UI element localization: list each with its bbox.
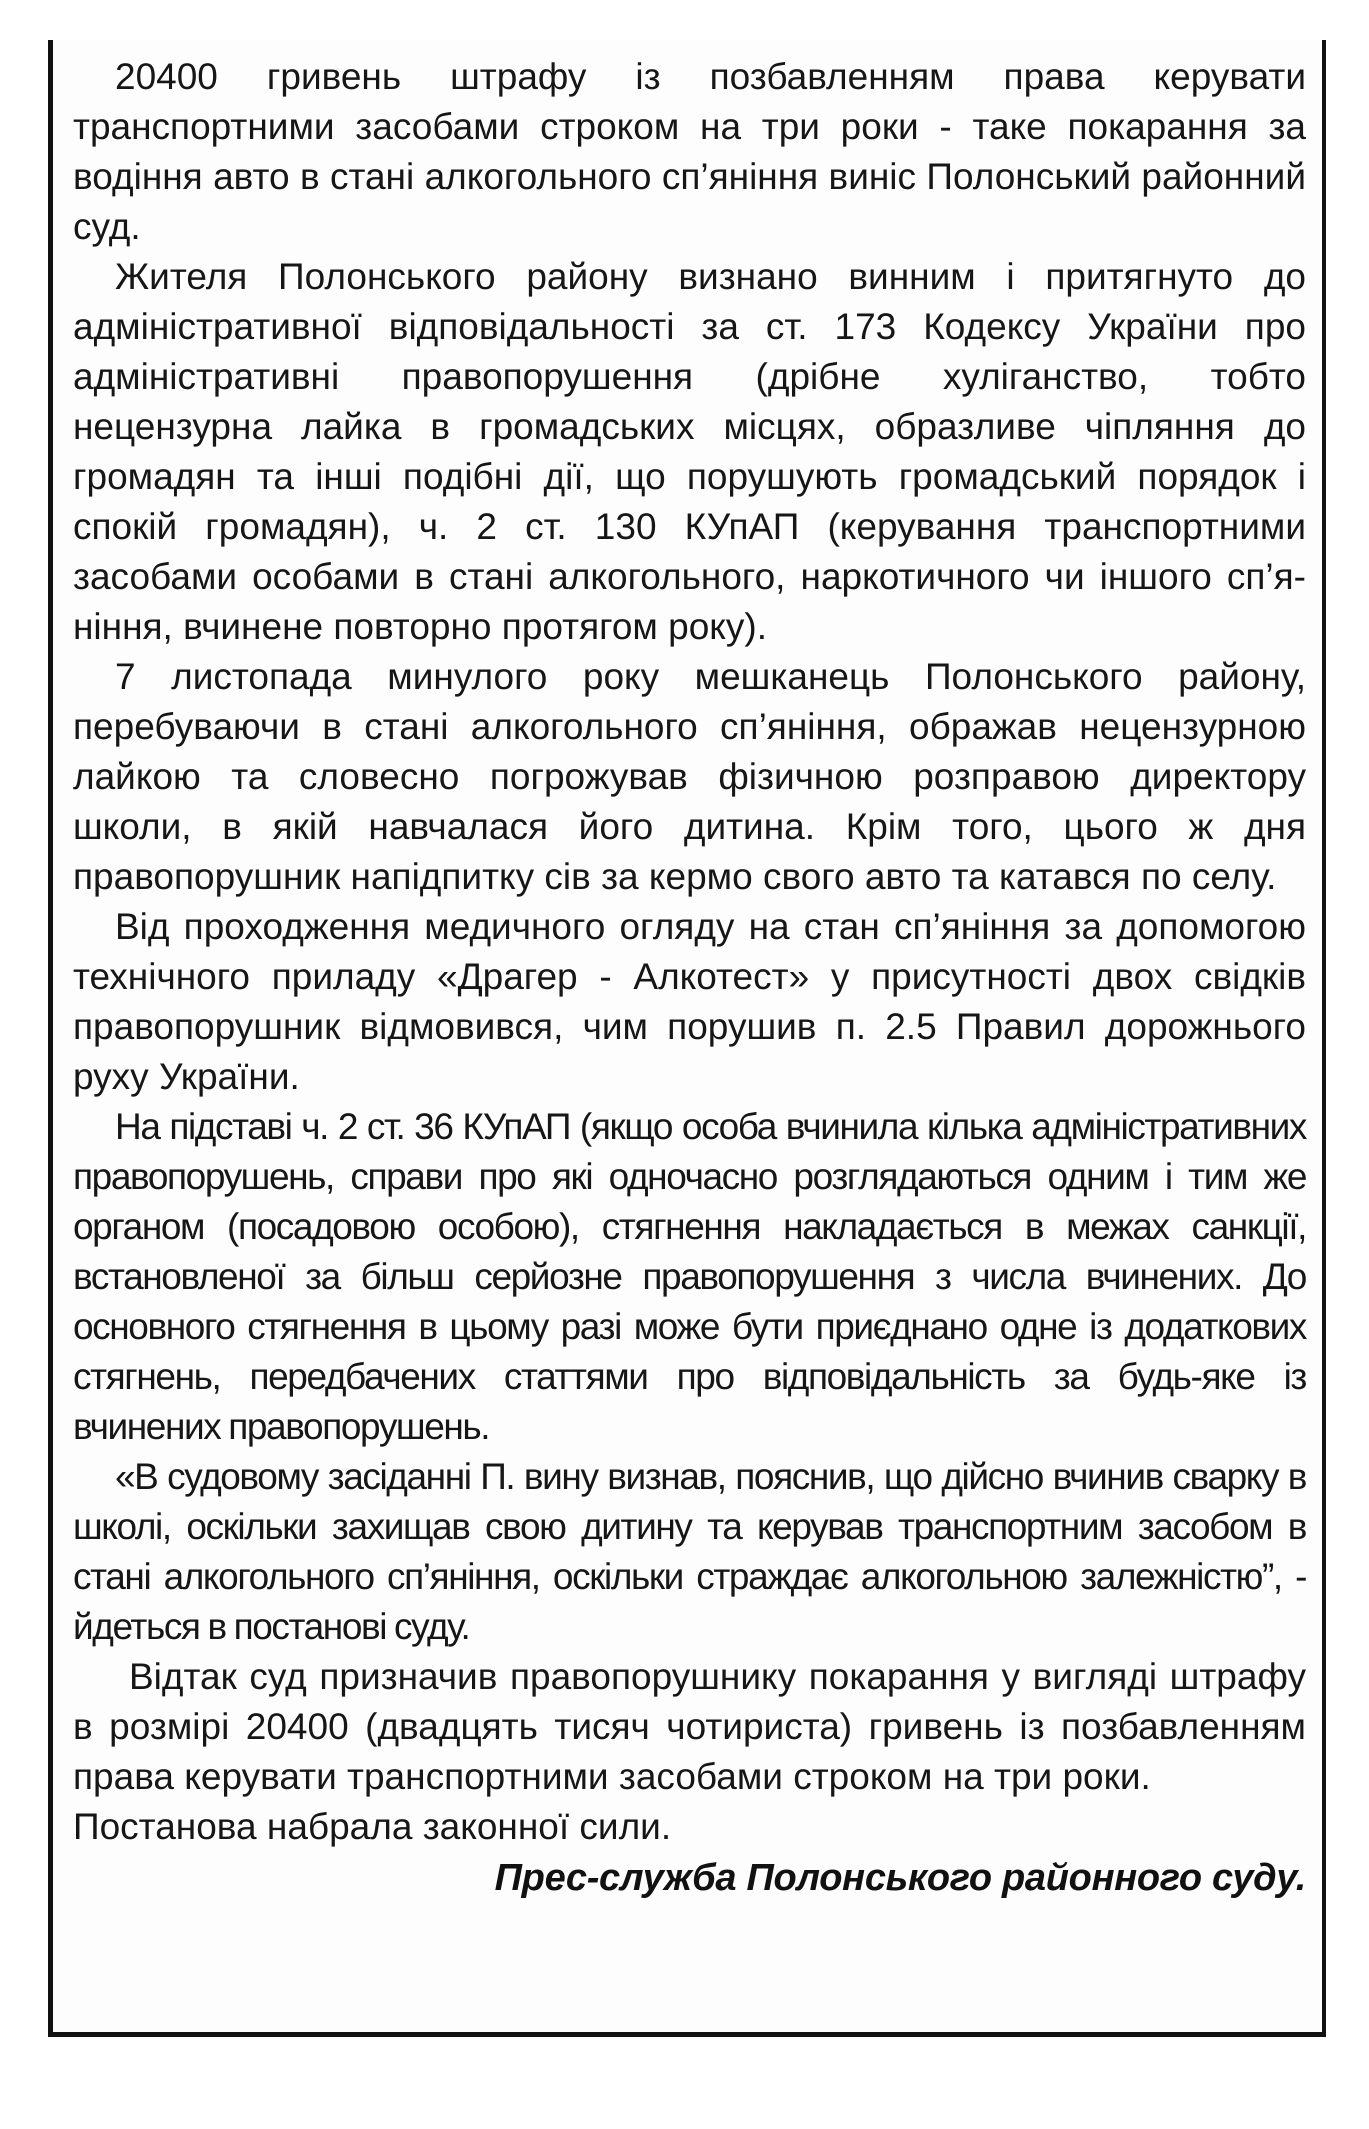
article-body <box>73 52 1306 1852</box>
paragraph-incident: 7 листопада минулого року мешканець Полонського району, перебуваючи в стані алкогольного сп’яніння, ображав нецензурною лайкою та словесно погрожував фізичною розправою директору школи, в якій навчалася його дитина. Крім того, цього ж дня правопорушник напідпитку сів за кермо свого авто та катався по селу. <box>73 656 1306 897</box>
press-service-signature: Прес-служба Полонського районного суду. <box>494 1857 1306 1899</box>
paragraph-refusal: Від проходження медичного огляду на стан сп’яніння за допомогою технічного приладу «Драгер - Алкотест» у присутності двох свідків правопорушник відмовився, чим порушив п. 2.5 Правил дорожнього руху України. <box>73 906 1306 1097</box>
paragraph-court-quote: «В судовому засіданні П. вину визнав, пояснив, що дійсно вчинив сварку в школі, оскільки захищав свою дитину та керував транспортним засобом в стані алкогольного сп’яніння, оскільки страждає алкогольною залежністю”, - йдеться в постанові суду. <box>73 1456 1306 1647</box>
paragraph-charges: Жителя Полонського району визнано винним і притягнуто до адміністративної відповідальності за ст. 173 Кодексу України про адміністративні правопорушення (дрібне хуліганство, тобто нецензурна лайка в громадських місцях, образливе чіпляння до громадян та інші подібні дії, що порушують громадський порядок і спокій громадян), ч. 2 ст. 130 КУпАП (керування транспортними засобами особами в стані алкогольного, наркотичного чи іншого сп’яніння, вчинене повторно протягом року). <box>73 256 1306 647</box>
paragraph-effective: Постанова набрала законної сили. <box>73 1806 672 1847</box>
paragraph-lead: 20400 гривень штрафу із позбавленням права керувати транспортними засобами строком на три роки - таке покарання за водіння авто в стані алкогольного сп’яніння виніс Полонський районний суд. <box>73 56 1306 247</box>
newspaper-clipping <box>48 40 1326 2037</box>
paragraph-legal-basis: На підставі ч. 2 ст. 36 КУпАП (якщо особа вчинила кілька адміністративних правопорушень, справи про які одночасно розглядаються одним і тим же органом (посадовою особою), стягнення накладається в межах санкції, встановленої за більш серйозне правопорушення з числа вчинених. До основного стягнення в цьому разі може бути приєднано одне із додаткових стягнень, передбачених статтями про відповідальність за будь-яке із вчинених правопорушень. <box>73 1106 1306 1447</box>
paragraph-verdict: Відтак суд призначив правопорушнику покарання у вигляді штрафу в розмірі 20400 (двадцять тисяч чотириста) гривень із позбавленням права керувати транспортними засобами строком на три роки. <box>73 1656 1306 1797</box>
